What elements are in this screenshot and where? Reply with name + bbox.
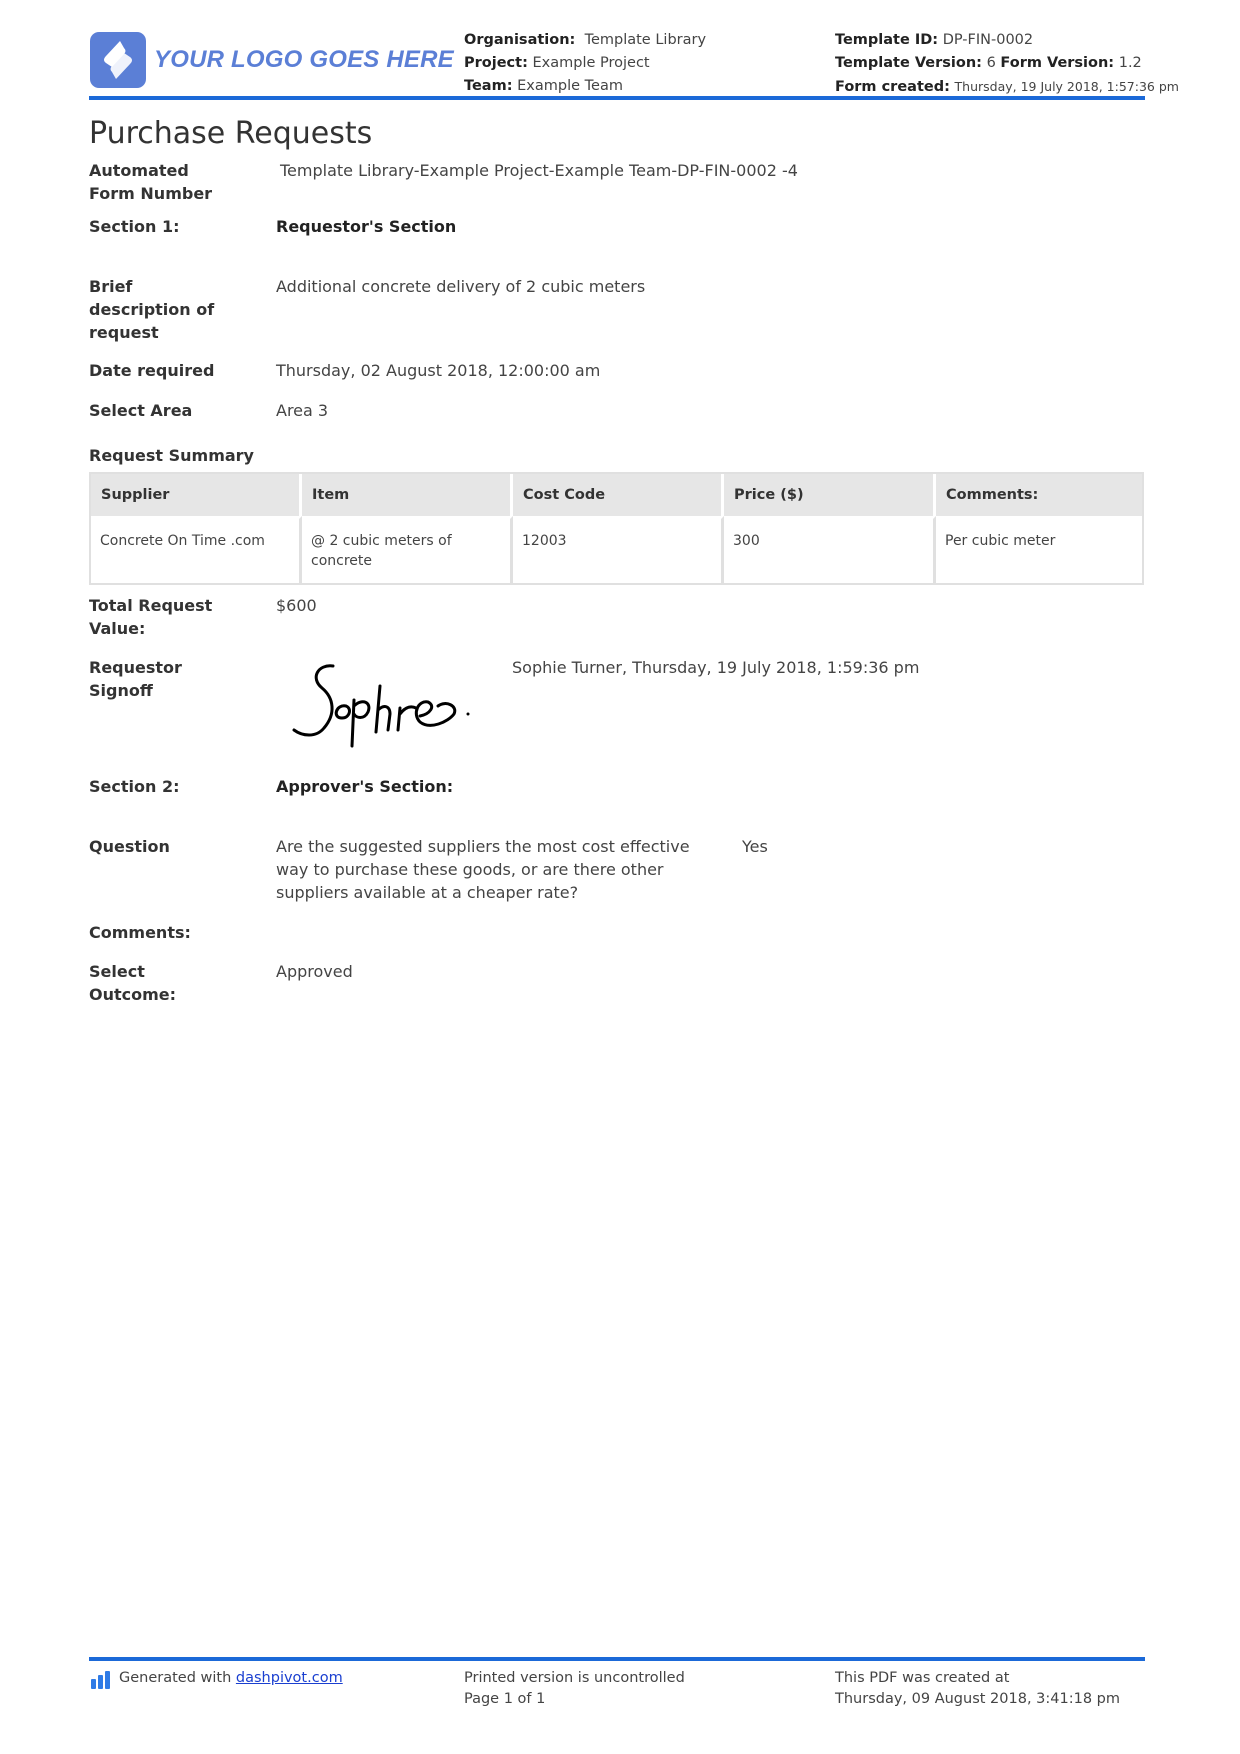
footer-divider	[89, 1657, 1145, 1661]
select-area-label: Select Area	[89, 401, 193, 420]
comments-label: Comments:	[89, 923, 191, 942]
table-row	[91, 516, 1142, 583]
project-value: Example Project	[532, 55, 650, 71]
column-header-cost-code: Cost Code	[513, 474, 724, 516]
section2-title: Approver's Section:	[276, 777, 454, 796]
question-label: Question	[89, 837, 170, 856]
logo-icon	[90, 32, 146, 88]
signoff-details: Sophie Turner, Thursday, 19 July 2018, 1:59:36 pm	[512, 658, 920, 677]
column-header-item: Item	[302, 474, 513, 516]
question-text: Are the suggested suppliers the most cost effective way to purchase these goods, or are there other suppliers available at a cheaper rate?	[276, 837, 690, 902]
cell-comments: Per cubic meter	[936, 516, 1142, 583]
requestor-signoff-label: Requestor Signoff	[89, 658, 182, 700]
brief-description-label: Brief description of request	[89, 277, 215, 342]
form-number-value: Template Library-Example Project-Example Team-DP-FIN-0002 -4	[280, 161, 798, 180]
form-created-label: Form created:	[835, 79, 950, 95]
total-request-value-label: Total Request Value:	[89, 596, 213, 638]
column-header-price: Price ($)	[724, 474, 936, 516]
brief-description-value: Additional concrete delivery of 2 cubic meters	[276, 277, 646, 296]
organisation-label: Organisation:	[464, 32, 576, 48]
section1-label: Section 1:	[89, 217, 180, 236]
form-created-value: Thursday, 19 July 2018, 1:57:36 pm	[954, 79, 1179, 94]
footer-printed-info: Printed version is uncontrolled Page 1 of 1	[464, 1668, 685, 1710]
select-outcome-label: Select Outcome:	[89, 962, 177, 1004]
column-header-comments: Comments:	[936, 474, 1142, 516]
team-value: Example Team	[517, 78, 623, 94]
form-version-label: Form Version:	[1000, 55, 1115, 71]
cell-price: 300	[724, 516, 936, 583]
cell-item: @ 2 cubic meters of concrete	[302, 516, 513, 583]
cell-supplier: Concrete On Time .com	[91, 516, 302, 583]
column-header-supplier: Supplier	[91, 474, 302, 516]
page-number: Page 1 of 1	[464, 1691, 546, 1707]
select-outcome-value: Approved	[276, 962, 353, 981]
header-meta-organisation	[464, 29, 706, 98]
question-answer: Yes	[742, 837, 768, 856]
date-required-value: Thursday, 02 August 2018, 12:00:00 am	[276, 361, 601, 380]
template-id-label: Template ID:	[835, 32, 939, 48]
date-required-label: Date required	[89, 361, 215, 380]
page-title: Purchase Requests	[89, 116, 373, 151]
signature-image	[288, 660, 478, 750]
dashpivot-link[interactable]: dashpivot.com	[235, 1670, 343, 1686]
select-area-value: Area 3	[276, 401, 329, 420]
request-summary-label: Request Summary	[89, 446, 254, 465]
cell-cost-code: 12003	[513, 516, 724, 583]
logo-text: YOUR LOGO GOES HERE	[154, 46, 454, 73]
project-label: Project:	[464, 55, 528, 71]
organisation-value: Template Library	[584, 32, 707, 48]
template-id-value: DP-FIN-0002	[942, 32, 1034, 48]
request-summary-table	[89, 472, 1144, 585]
form-version-value: 1.2	[1118, 55, 1142, 71]
section1-title: Requestor's Section	[276, 217, 457, 236]
footer-generated: Generated with dashpivot.com	[119, 1670, 343, 1686]
table-header-row	[91, 474, 1142, 516]
template-version-label: Template Version:	[835, 55, 982, 71]
team-label: Team:	[464, 78, 513, 94]
total-request-value: $600	[276, 596, 317, 615]
form-number-label: Automated Form Number	[89, 161, 213, 203]
section2-label: Section 2:	[89, 777, 180, 796]
header-divider	[89, 96, 1145, 100]
header-meta-template	[835, 29, 1179, 99]
template-version-value: 6	[986, 55, 996, 71]
dashpivot-bars-icon	[90, 1670, 112, 1690]
footer-pdf-created: This PDF was created at Thursday, 09 August 2018, 3:41:18 pm	[835, 1670, 1121, 1707]
signature-icon	[288, 660, 478, 750]
